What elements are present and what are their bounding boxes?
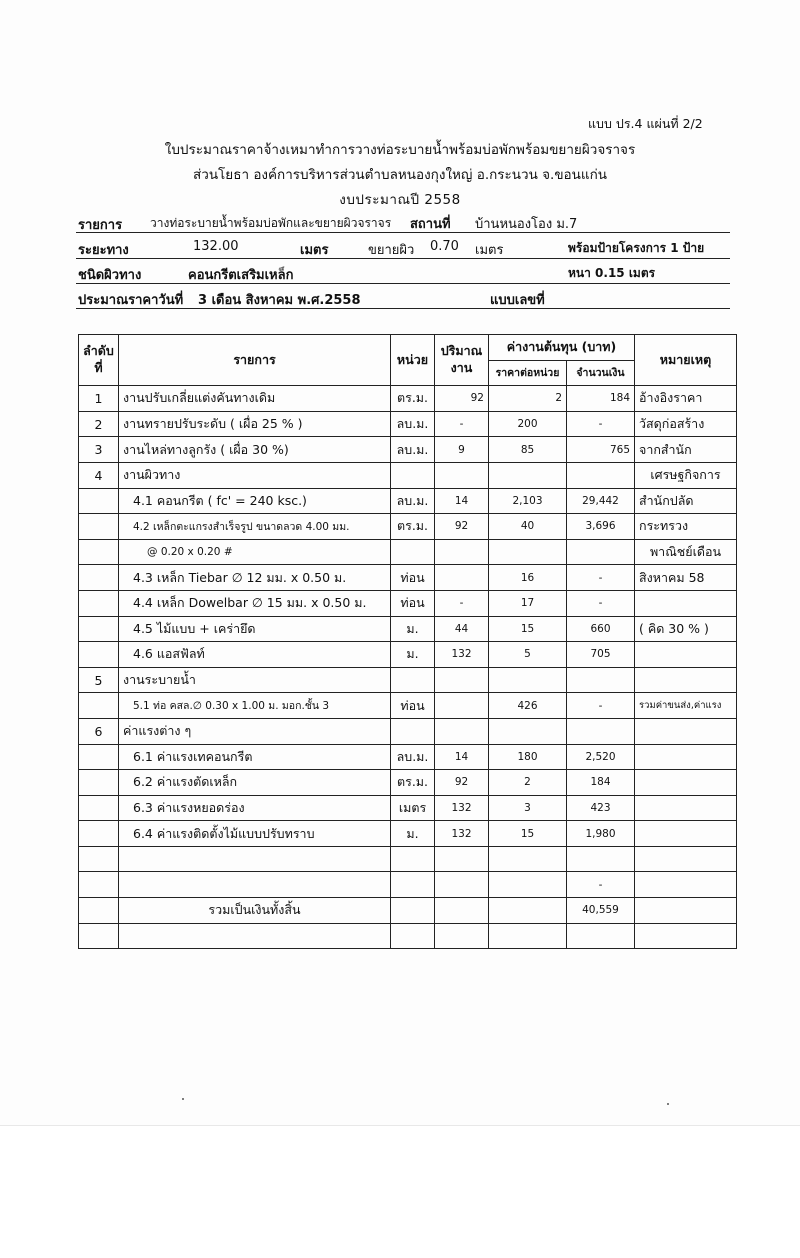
row-item: 4.2 เหล็กตะแกรงสำเร็จรูป ขนาดลวด 4.00 มม. xyxy=(119,514,391,540)
row-unit xyxy=(391,718,435,744)
table-row xyxy=(79,488,737,514)
table-row xyxy=(79,846,737,872)
row-item: ค่าแรงต่าง ๆ xyxy=(119,718,391,744)
row-unit: ตร.ม. xyxy=(391,770,435,796)
row-remark: ( คิด 30 % ) xyxy=(635,616,737,642)
row-quantity xyxy=(435,462,489,488)
row-unit-price: 15 xyxy=(489,821,567,847)
table-row xyxy=(79,539,737,565)
row-remark xyxy=(635,923,737,949)
location-label: สถานที่ xyxy=(410,217,451,232)
table-row xyxy=(79,821,737,847)
surface-label: ชนิดผิวทาง xyxy=(78,268,142,283)
document-title: ใบประมาณราคาจ้างเหมาทำการวางท่อระบายน้ำพร้อมบ่อพักพร้อมขยายผิวจราจร xyxy=(164,142,636,158)
row-unit-price: 426 xyxy=(489,693,567,719)
row-amount xyxy=(567,923,635,949)
widen-label: ขยายผิว xyxy=(368,243,415,258)
row-item: 6.1 ค่าแรงเทคอนกรีต xyxy=(119,744,391,770)
row-quantity: 44 xyxy=(435,616,489,642)
row-amount: 2,520 xyxy=(567,744,635,770)
row-unit-price: 16 xyxy=(489,565,567,591)
widen-value: 0.70 xyxy=(430,239,459,254)
table-row xyxy=(79,462,737,488)
row-quantity: 132 xyxy=(435,795,489,821)
table-row xyxy=(79,616,737,642)
row-no xyxy=(79,795,119,821)
table-row xyxy=(79,872,737,898)
scan-speck xyxy=(667,1103,669,1105)
row-quantity: 92 xyxy=(435,770,489,796)
row-no xyxy=(79,514,119,540)
row-item: งานผิวทาง xyxy=(119,462,391,488)
row-remark xyxy=(635,590,737,616)
table-row xyxy=(79,693,737,719)
row-item: 4.1 คอนกรีต ( fc' = 240 ksc.) xyxy=(119,488,391,514)
row-amount xyxy=(567,667,635,693)
table-row xyxy=(79,437,737,463)
row-amount xyxy=(567,462,635,488)
row-item: @ 0.20 x 0.20 # xyxy=(119,539,391,565)
row-remark: กระทรวง xyxy=(635,514,737,540)
total-price-cell xyxy=(489,898,567,924)
row-amount: 705 xyxy=(567,642,635,668)
table-row xyxy=(79,923,737,949)
row-unit: ลบ.ม. xyxy=(391,437,435,463)
row-item: 6.3 ค่าแรงหยอดร่อง xyxy=(119,795,391,821)
scan-speck xyxy=(182,1098,184,1100)
table-header-row xyxy=(79,335,737,361)
row-unit-price: 85 xyxy=(489,437,567,463)
row-unit-price: 200 xyxy=(489,411,567,437)
row-amount: 184 xyxy=(567,386,635,412)
row-remark: พาณิชย์เดือน xyxy=(635,539,737,565)
row-remark xyxy=(635,744,737,770)
row-item: งานไหล่ทางลูกรัง ( เผื่อ 30 %) xyxy=(119,437,391,463)
row-unit-price xyxy=(489,923,567,949)
total-value: 40,559 xyxy=(567,898,635,924)
row-unit-price xyxy=(489,846,567,872)
table-row xyxy=(79,565,737,591)
row-quantity xyxy=(435,667,489,693)
row-remark xyxy=(635,872,737,898)
row-amount: - xyxy=(567,872,635,898)
header-quantity: ปริมาณงาน xyxy=(435,335,489,386)
estimate-date-label: ประมาณราคาวันที่ xyxy=(78,293,184,308)
row-item: 4.5 ไม้แบบ + เคร่ายึด xyxy=(119,616,391,642)
row-item: งานทรายปรับระดับ ( เผื่อ 25 % ) xyxy=(119,411,391,437)
row-unit-price xyxy=(489,718,567,744)
row-unit-price: 180 xyxy=(489,744,567,770)
row-no xyxy=(79,770,119,796)
distance-label: ระยะทาง xyxy=(78,243,129,258)
header-remark: หมายเหตุ xyxy=(635,335,737,386)
total-row xyxy=(79,898,737,924)
row-no xyxy=(79,590,119,616)
row-unit: ท่อน xyxy=(391,590,435,616)
row-item xyxy=(119,872,391,898)
row-remark: สิงหาคม 58 xyxy=(635,565,737,591)
row-no xyxy=(79,565,119,591)
location-value: บ้านหนองโอง ม.7 xyxy=(475,217,578,232)
table-row xyxy=(79,770,737,796)
row-remark: เศรษฐกิจการ xyxy=(635,462,737,488)
project-value: วางท่อระบายน้ำพร้อมบ่อพักและขยายผิวจราจร xyxy=(150,216,392,230)
row-unit: ม. xyxy=(391,616,435,642)
row-unit xyxy=(391,462,435,488)
distance-value: 132.00 xyxy=(193,239,239,254)
divider xyxy=(76,283,730,284)
row-no xyxy=(79,821,119,847)
row-remark xyxy=(635,667,737,693)
row-no: 1 xyxy=(79,386,119,412)
row-item: งานปรับเกลี่ยแต่งคันทางเดิม xyxy=(119,386,391,412)
row-amount: - xyxy=(567,693,635,719)
thickness-note: หนา 0.15 เมตร xyxy=(568,266,656,280)
row-unit: ม. xyxy=(391,821,435,847)
row-no xyxy=(79,488,119,514)
row-unit: ตร.ม. xyxy=(391,514,435,540)
row-unit-price: 5 xyxy=(489,642,567,668)
table-row xyxy=(79,667,737,693)
row-remark xyxy=(635,770,737,796)
department-line: ส่วนโยธา องค์การบริหารส่วนตำบลหนองกุงใหญ่ อ.กระนวน จ.ขอนแก่น xyxy=(193,167,607,183)
widen-unit: เมตร xyxy=(475,243,504,258)
row-no: 3 xyxy=(79,437,119,463)
row-item xyxy=(119,846,391,872)
row-unit: ลบ.ม. xyxy=(391,411,435,437)
row-quantity: - xyxy=(435,411,489,437)
row-remark: สำนักปลัด xyxy=(635,488,737,514)
row-quantity: 132 xyxy=(435,642,489,668)
estimate-date-value: 3 เดือน สิงหาคม พ.ศ.2558 xyxy=(198,293,361,308)
row-amount: 29,442 xyxy=(567,488,635,514)
budget-year: งบประมาณปี 2558 xyxy=(339,192,461,208)
row-amount: 3,696 xyxy=(567,514,635,540)
row-unit xyxy=(391,539,435,565)
row-no xyxy=(79,744,119,770)
row-no: 5 xyxy=(79,667,119,693)
row-unit-price: 3 xyxy=(489,795,567,821)
row-amount xyxy=(567,718,635,744)
row-quantity xyxy=(435,718,489,744)
row-amount: - xyxy=(567,411,635,437)
total-qty-cell xyxy=(435,898,489,924)
row-unit: เมตร xyxy=(391,795,435,821)
row-no xyxy=(79,616,119,642)
header-item: รายการ xyxy=(119,335,391,386)
row-amount: - xyxy=(567,565,635,591)
row-quantity xyxy=(435,846,489,872)
row-unit xyxy=(391,667,435,693)
row-quantity: 9 xyxy=(435,437,489,463)
row-item: 4.3 เหล็ก Tiebar ∅ 12 มม. x 0.50 ม. xyxy=(119,565,391,591)
table-row xyxy=(79,514,737,540)
row-quantity: 14 xyxy=(435,488,489,514)
row-unit-price xyxy=(489,462,567,488)
row-unit-price: 2 xyxy=(489,386,567,412)
total-unit-cell xyxy=(391,898,435,924)
row-no: 2 xyxy=(79,411,119,437)
row-remark: อ้างอิงราคา xyxy=(635,386,737,412)
table-row xyxy=(79,386,737,412)
row-unit-price: 17 xyxy=(489,590,567,616)
surface-value: คอนกรีตเสริมเหล็ก xyxy=(188,268,294,283)
row-item: 4.4 เหล็ก Dowelbar ∅ 15 มม. x 0.50 ม. xyxy=(119,590,391,616)
row-amount: 660 xyxy=(567,616,635,642)
row-amount: 423 xyxy=(567,795,635,821)
row-quantity xyxy=(435,539,489,565)
row-remark: รวมค่าขนส่ง,ค่าแรง xyxy=(635,693,737,719)
row-remark: จากสำนัก xyxy=(635,437,737,463)
header-cost: ค่างานต้นทุน (บาท) xyxy=(489,335,635,361)
row-quantity: 132 xyxy=(435,821,489,847)
row-remark xyxy=(635,795,737,821)
row-item xyxy=(119,923,391,949)
row-quantity xyxy=(435,693,489,719)
header-unit-price: ราคาต่อหน่วย xyxy=(489,360,567,386)
row-unit: ท่อน xyxy=(391,565,435,591)
row-item: งานระบายน้ำ xyxy=(119,667,391,693)
row-remark xyxy=(635,642,737,668)
table-row xyxy=(79,744,737,770)
row-unit-price: 2,103 xyxy=(489,488,567,514)
row-no xyxy=(79,846,119,872)
row-unit-price xyxy=(489,539,567,565)
row-amount: 765 xyxy=(567,437,635,463)
table-row xyxy=(79,718,737,744)
row-item: 6.4 ค่าแรงติดตั้งไม้แบบปรับทราบ xyxy=(119,821,391,847)
row-unit: ลบ.ม. xyxy=(391,744,435,770)
divider xyxy=(76,258,730,259)
row-unit xyxy=(391,872,435,898)
header-amount: จำนวนเงิน xyxy=(567,360,635,386)
row-remark xyxy=(635,718,737,744)
row-quantity: 92 xyxy=(435,514,489,540)
project-sign-note: พร้อมป้ายโครงการ 1 ป้าย xyxy=(568,241,705,255)
row-item: 5.1 ท่อ คสล.∅ 0.30 x 1.00 ม. มอก.ชั้น 3 xyxy=(119,693,391,719)
row-item: 6.2 ค่าแรงตัดเหล็ก xyxy=(119,770,391,796)
page-bottom-margin xyxy=(0,1125,800,1258)
table-row xyxy=(79,411,737,437)
row-no xyxy=(79,539,119,565)
header-no: ลำดับที่ xyxy=(79,335,119,386)
row-unit: ลบ.ม. xyxy=(391,488,435,514)
row-item: 4.6 แอสฟัลท์ xyxy=(119,642,391,668)
row-unit-price: 15 xyxy=(489,616,567,642)
row-amount xyxy=(567,846,635,872)
row-quantity: 14 xyxy=(435,744,489,770)
row-no xyxy=(79,872,119,898)
row-amount: - xyxy=(567,590,635,616)
total-label: รวมเป็นเงินทั้งสิ้น xyxy=(119,898,391,924)
row-no xyxy=(79,923,119,949)
form-number: แบบ ปร.4 แผ่นที่ 2/2 xyxy=(588,116,703,131)
row-quantity xyxy=(435,872,489,898)
row-quantity: 92 xyxy=(435,386,489,412)
row-no: 4 xyxy=(79,462,119,488)
row-quantity xyxy=(435,923,489,949)
row-unit xyxy=(391,923,435,949)
row-remark xyxy=(635,846,737,872)
total-remark-cell xyxy=(635,898,737,924)
row-unit: ตร.ม. xyxy=(391,386,435,412)
row-unit-price: 2 xyxy=(489,770,567,796)
row-amount xyxy=(567,539,635,565)
distance-unit: เมตร xyxy=(300,243,329,258)
project-label: รายการ xyxy=(78,218,123,233)
row-amount: 184 xyxy=(567,770,635,796)
plan-no-label: แบบเลขที่ xyxy=(490,293,545,308)
table-row xyxy=(79,642,737,668)
row-unit: ท่อน xyxy=(391,693,435,719)
header-unit: หน่วย xyxy=(391,335,435,386)
row-unit-price: 40 xyxy=(489,514,567,540)
row-remark: วัสดุก่อสร้าง xyxy=(635,411,737,437)
row-unit xyxy=(391,846,435,872)
total-no-cell xyxy=(79,898,119,924)
row-unit-price xyxy=(489,667,567,693)
row-amount: 1,980 xyxy=(567,821,635,847)
table-row xyxy=(79,590,737,616)
row-remark xyxy=(635,821,737,847)
row-quantity: - xyxy=(435,590,489,616)
row-no xyxy=(79,642,119,668)
row-quantity xyxy=(435,565,489,591)
table-row xyxy=(79,795,737,821)
row-unit: ม. xyxy=(391,642,435,668)
row-unit-price xyxy=(489,872,567,898)
divider xyxy=(76,232,730,233)
cost-estimate-table xyxy=(78,334,737,949)
row-no xyxy=(79,693,119,719)
row-no: 6 xyxy=(79,718,119,744)
divider xyxy=(76,308,730,309)
